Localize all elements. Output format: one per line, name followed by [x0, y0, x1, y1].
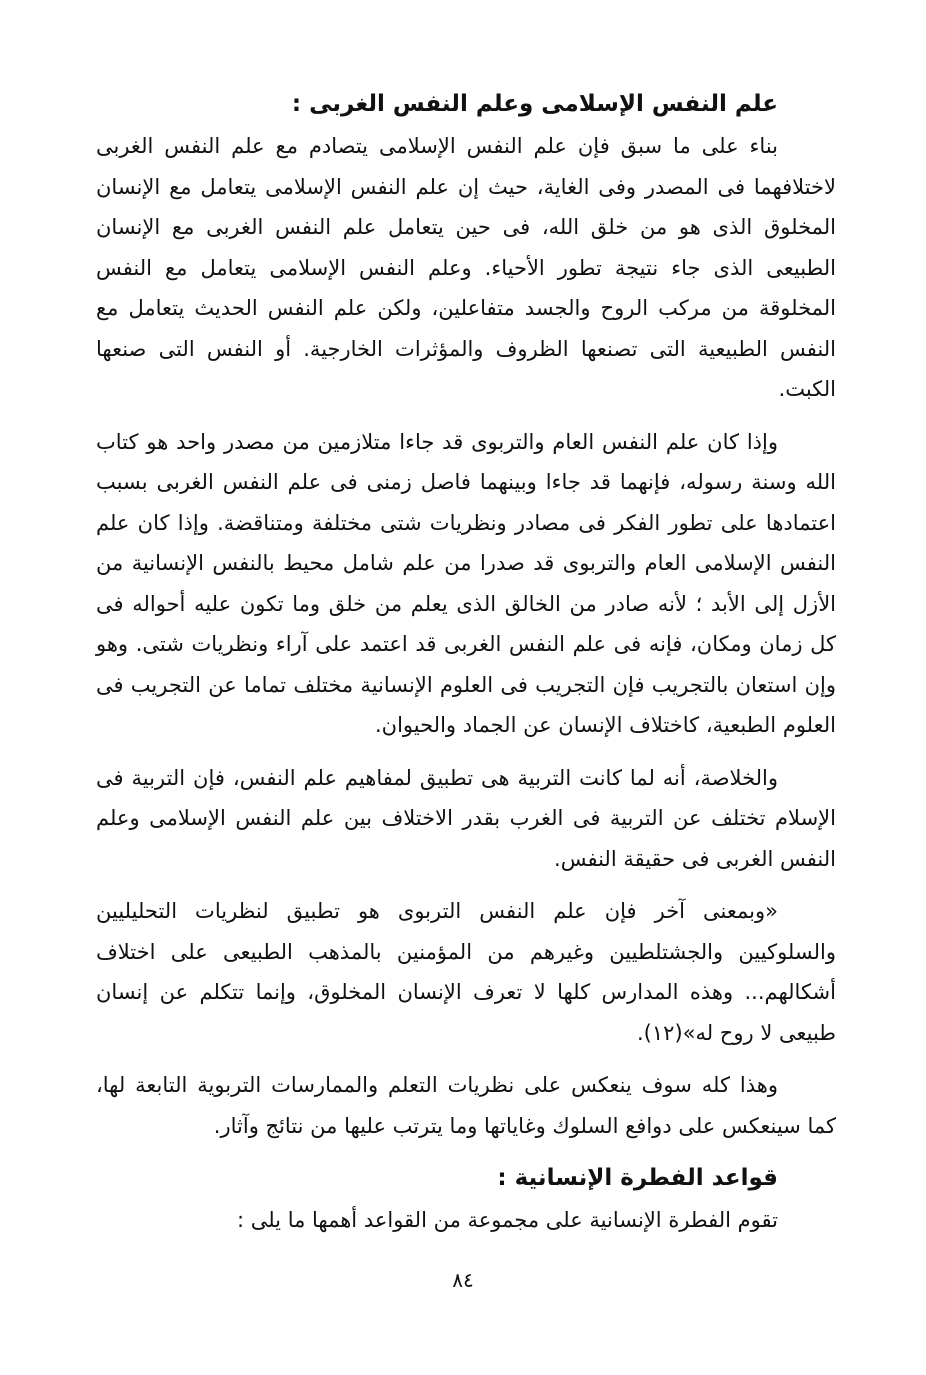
- quote-paragraph: «وبمعنى آخر فإن علم النفس التربوى هو تطبيق لنظريات التحليليين والسلوكيين والجشتلطيين وغيرهم من المؤمنين بالمذهب الطبيعى على اختلاف أشكالهم... وهذه المدارس كلها لا تعرف الإنسان المخلوق، وإنما تتكلم عن إنسان طبيعى لا روح له»(١٢).: [96, 899, 836, 1045]
- paragraph: بناء على ما سبق فإن علم النفس الإسلامى يتصادم مع علم النفس الغربى لاختلافهما فى المصدر وفى الغاية، حيث إن علم النفس الإسلامى يتعامل مع الإنسان المخلوق الذى هو من خلق الله، فى حين يتعامل علم النفس الغربى مع الإنسان الطبيعى الذى جاء نتيجة تطور الأحياء. وعلم النفس الإسلامى يتعامل مع النفس المخلوقة من مركب الروح والجسد متفاعلين، ولكن علم النفس الحديث يتعامل مع النفس الطبيعية التى تصنعها الظروف والمؤثرات الخارجية. أو النفس التى صنعها الكبت.: [96, 134, 836, 401]
- page-number: ٨٤: [452, 1268, 474, 1292]
- section-heading-psychology: علم النفس الإسلامى وعلم النفس الغربى :: [291, 91, 778, 117]
- section-heading-fitra-rules: قواعد الفطرة الإنسانية :: [497, 1165, 778, 1191]
- paragraph: وهذا كله سوف ينعكس على نظريات التعلم والممارسات التربوية التابعة لها، كما سينعكس على دوافع السلوك وغاياتها وما يترتب عليها من نتائج وآثار.: [96, 1073, 836, 1138]
- page-body: [96, 84, 836, 1253]
- paragraph: وإذا كان علم النفس العام والتربوى قد جاءا متلازمين من مصدر واحد هو كتاب الله وسنة رسوله، فإنهما قد جاءا وبينهما فاصل زمنى فى علم النفس الغربى بسبب اعتمادها على تطور الفكر فى مصادر ونظريات شتى مختلفة ومتناقضة. وإذا كان علم النفس الإسلامى العام والتربوى قد صدرا من علم شامل محيط بالنفس الإنسانية من الأزل إلى الأبد ؛ لأنه صادر من الخالق الذى يعلم من خلق وما تكون عليه أحواله فى كل زمان ومكان، فإنه فى علم النفس الغربى قد اعتمد على آراء ونظريات شتى. وهو وإن استعان بالتجريب فإن التجريب فى العلوم الإنسانية مختلف تماما عن التجريب فى العلوم الطبعية، كاختلاف الإنسان عن الجماد والحيوان.: [96, 429, 836, 737]
- paragraph: والخلاصة، أنه لما كانت التربية هى تطبيق لمفاهيم علم النفس، فإن التربية فى الإسلام تختلف عن التربية فى الغرب بقدر الاختلاف بين علم النفس الإسلامى وعلم النفس الغربى فى حقيقة النفس.: [96, 765, 836, 871]
- paragraph: تقوم الفطرة الإنسانية على مجموعة من القواعد أهمها ما يلى :: [236, 1208, 778, 1232]
